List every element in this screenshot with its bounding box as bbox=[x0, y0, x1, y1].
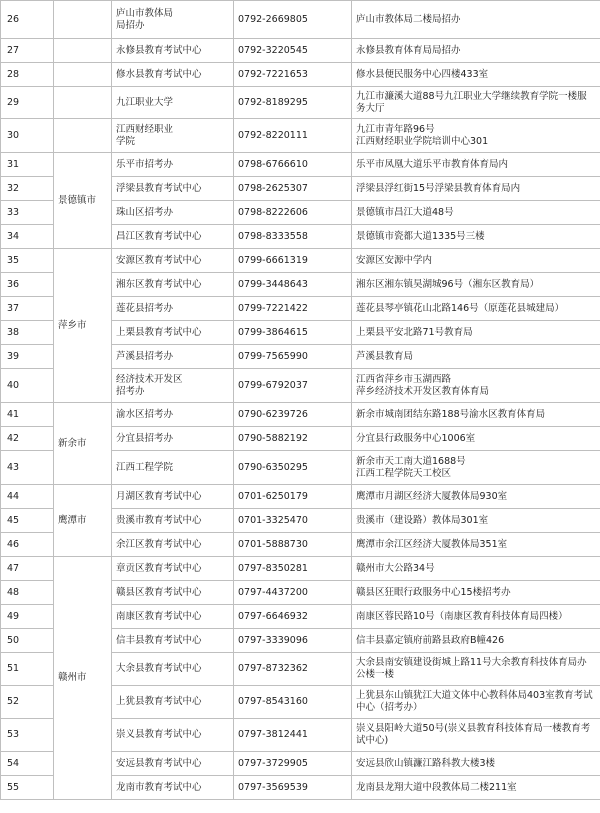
office-name-cell: 大余县教育考试中心 bbox=[112, 653, 234, 686]
office-name-cell: 江西工程学院 bbox=[112, 451, 234, 485]
table-row bbox=[1, 557, 600, 581]
address-cell: 新余市城南团结东路188号渝水区教育体育局 bbox=[352, 403, 600, 427]
phone-cell: 0792-7221653 bbox=[234, 63, 352, 87]
row-number-cell: 45 bbox=[1, 509, 54, 533]
row-number-cell: 55 bbox=[1, 776, 54, 800]
city-cell bbox=[54, 39, 112, 63]
office-name-cell: 渝水区招考办 bbox=[112, 403, 234, 427]
row-number-cell: 49 bbox=[1, 605, 54, 629]
row-number-cell: 50 bbox=[1, 629, 54, 653]
city-cell: 鹰潭市 bbox=[54, 485, 112, 557]
table-row bbox=[1, 403, 600, 427]
row-number-cell: 42 bbox=[1, 427, 54, 451]
phone-cell: 0799-6661319 bbox=[234, 249, 352, 273]
phone-cell: 0797-4437200 bbox=[234, 581, 352, 605]
row-number-cell: 32 bbox=[1, 177, 54, 201]
phone-cell: 0797-8350281 bbox=[234, 557, 352, 581]
row-number-cell: 43 bbox=[1, 451, 54, 485]
office-name-cell: 赣县区教育考试中心 bbox=[112, 581, 234, 605]
row-number-cell: 28 bbox=[1, 63, 54, 87]
row-number-cell: 52 bbox=[1, 686, 54, 719]
phone-cell: 0798-6766610 bbox=[234, 153, 352, 177]
row-number-cell: 30 bbox=[1, 119, 54, 153]
table-row bbox=[1, 63, 600, 87]
table-row bbox=[1, 87, 600, 119]
row-number-cell: 44 bbox=[1, 485, 54, 509]
row-number-cell: 34 bbox=[1, 225, 54, 249]
office-name-cell: 乐平市招考办 bbox=[112, 153, 234, 177]
phone-cell: 0797-3729905 bbox=[234, 752, 352, 776]
office-name-cell: 庐山市教体局 局招办 bbox=[112, 1, 234, 39]
address-cell: 安源区安源中学内 bbox=[352, 249, 600, 273]
address-cell: 赣州市大公路34号 bbox=[352, 557, 600, 581]
office-name-cell: 贵溪市教育考试中心 bbox=[112, 509, 234, 533]
office-name-cell: 芦溪县招考办 bbox=[112, 345, 234, 369]
office-name-cell: 信丰县教育考试中心 bbox=[112, 629, 234, 653]
address-cell: 崇义县阳岭大道50号(崇义县教育科技体育局一楼教育考试中心) bbox=[352, 719, 600, 752]
address-cell: 庐山市教体局二楼局招办 bbox=[352, 1, 600, 39]
row-number-cell: 29 bbox=[1, 87, 54, 119]
address-cell: 修水县便民服务中心四楼433室 bbox=[352, 63, 600, 87]
phone-cell: 0798-2625307 bbox=[234, 177, 352, 201]
address-cell: 安远县欣山镇濂江路科教大楼3楼 bbox=[352, 752, 600, 776]
phone-cell: 0792-3220545 bbox=[234, 39, 352, 63]
address-cell: 景德镇市瓷都大道1335号三楼 bbox=[352, 225, 600, 249]
phone-cell: 0799-7565990 bbox=[234, 345, 352, 369]
row-number-cell: 54 bbox=[1, 752, 54, 776]
table-row bbox=[1, 249, 600, 273]
address-cell: 南康区蓉民路10号（南康区教育科技体育局四楼） bbox=[352, 605, 600, 629]
row-number-cell: 26 bbox=[1, 1, 54, 39]
table-row bbox=[1, 153, 600, 177]
row-number-cell: 41 bbox=[1, 403, 54, 427]
address-cell: 大余县南安镇建设街城上路11号大余教育科技体育局办公楼一楼 bbox=[352, 653, 600, 686]
phone-cell: 0792-8189295 bbox=[234, 87, 352, 119]
row-number-cell: 31 bbox=[1, 153, 54, 177]
table-row bbox=[1, 119, 600, 153]
phone-cell: 0790-6239726 bbox=[234, 403, 352, 427]
address-cell: 湘东区湘东镇昊湖城96号（湘东区教育局） bbox=[352, 273, 600, 297]
office-name-cell: 月湖区教育考试中心 bbox=[112, 485, 234, 509]
office-name-cell: 安源区教育考试中心 bbox=[112, 249, 234, 273]
city-cell: 赣州市 bbox=[54, 557, 112, 800]
address-cell: 上栗县平安北路71号教育局 bbox=[352, 321, 600, 345]
address-cell: 分宜县行政服务中心1006室 bbox=[352, 427, 600, 451]
city-cell: 萍乡市 bbox=[54, 249, 112, 403]
office-name-cell: 江西财经职业 学院 bbox=[112, 119, 234, 153]
address-cell: 新余市天工南大道1688号 江西工程学院天工校区 bbox=[352, 451, 600, 485]
office-name-cell: 修水县教育考试中心 bbox=[112, 63, 234, 87]
address-cell: 贵溪市（建设路）教体局301室 bbox=[352, 509, 600, 533]
phone-cell: 0701-5888730 bbox=[234, 533, 352, 557]
address-cell: 浮梁县浮红街15号浮梁县教育体育局内 bbox=[352, 177, 600, 201]
city-cell bbox=[54, 63, 112, 87]
address-cell: 乐平市凤凰大道乐平市教育体育局内 bbox=[352, 153, 600, 177]
address-cell: 赣县区狂眼行政服务中心15楼招考办 bbox=[352, 581, 600, 605]
phone-cell: 0798-8333558 bbox=[234, 225, 352, 249]
phone-cell: 0797-3339096 bbox=[234, 629, 352, 653]
row-number-cell: 35 bbox=[1, 249, 54, 273]
row-number-cell: 33 bbox=[1, 201, 54, 225]
phone-cell: 0799-3448643 bbox=[234, 273, 352, 297]
row-number-cell: 38 bbox=[1, 321, 54, 345]
phone-cell: 0790-6350295 bbox=[234, 451, 352, 485]
office-name-cell: 昌江区教育考试中心 bbox=[112, 225, 234, 249]
address-cell: 九江市濂溪大道88号九江职业大学继续教育学院一楼服务大厅 bbox=[352, 87, 600, 119]
phone-cell: 0799-3864615 bbox=[234, 321, 352, 345]
row-number-cell: 40 bbox=[1, 369, 54, 403]
office-name-cell: 章贡区教育考试中心 bbox=[112, 557, 234, 581]
office-name-cell: 分宜县招考办 bbox=[112, 427, 234, 451]
phone-cell: 0792-8220111 bbox=[234, 119, 352, 153]
address-cell: 莲花县琴亭镇花山北路146号（原莲花县城建局） bbox=[352, 297, 600, 321]
office-name-cell: 上犹县教育考试中心 bbox=[112, 686, 234, 719]
row-number-cell: 46 bbox=[1, 533, 54, 557]
office-name-cell: 永修县教育考试中心 bbox=[112, 39, 234, 63]
office-name-cell: 湘东区教育考试中心 bbox=[112, 273, 234, 297]
phone-cell: 0797-8732362 bbox=[234, 653, 352, 686]
city-cell: 新余市 bbox=[54, 403, 112, 485]
office-name-cell: 经济技术开发区 招考办 bbox=[112, 369, 234, 403]
address-cell: 江西省萍乡市玉湖西路 萍乡经济技术开发区教育体育局 bbox=[352, 369, 600, 403]
city-cell: 景德镇市 bbox=[54, 153, 112, 249]
city-cell bbox=[54, 87, 112, 119]
address-cell: 信丰县嘉定镇府前路县政府B幢426 bbox=[352, 629, 600, 653]
table-row bbox=[1, 1, 600, 39]
address-cell: 鹰潭市余江区经济大厦教体局351室 bbox=[352, 533, 600, 557]
row-number-cell: 47 bbox=[1, 557, 54, 581]
office-name-cell: 崇义县教育考试中心 bbox=[112, 719, 234, 752]
phone-cell: 0799-7221422 bbox=[234, 297, 352, 321]
address-cell: 景德镇市昌江大道48号 bbox=[352, 201, 600, 225]
row-number-cell: 37 bbox=[1, 297, 54, 321]
address-cell: 永修县教育体育局局招办 bbox=[352, 39, 600, 63]
row-number-cell: 36 bbox=[1, 273, 54, 297]
row-number-cell: 27 bbox=[1, 39, 54, 63]
phone-cell: 0797-3812441 bbox=[234, 719, 352, 752]
office-name-cell: 莲花县招考办 bbox=[112, 297, 234, 321]
phone-cell: 0701-6250179 bbox=[234, 485, 352, 509]
table-row bbox=[1, 39, 600, 63]
office-name-cell: 南康区教育考试中心 bbox=[112, 605, 234, 629]
row-number-cell: 53 bbox=[1, 719, 54, 752]
address-cell: 上犹县东山镇犹江大道文体中心教科体局403室教育考试中心（招考办） bbox=[352, 686, 600, 719]
phone-cell: 0798-8222606 bbox=[234, 201, 352, 225]
city-cell bbox=[54, 1, 112, 39]
office-name-cell: 安远县教育考试中心 bbox=[112, 752, 234, 776]
phone-cell: 0799-6792037 bbox=[234, 369, 352, 403]
office-name-cell: 余江区教育考试中心 bbox=[112, 533, 234, 557]
row-number-cell: 39 bbox=[1, 345, 54, 369]
office-name-cell: 九江职业大学 bbox=[112, 87, 234, 119]
office-name-cell: 龙南市教育考试中心 bbox=[112, 776, 234, 800]
office-name-cell: 珠山区招考办 bbox=[112, 201, 234, 225]
office-name-cell: 浮梁县教育考试中心 bbox=[112, 177, 234, 201]
row-number-cell: 51 bbox=[1, 653, 54, 686]
city-cell bbox=[54, 119, 112, 153]
phone-cell: 0797-8543160 bbox=[234, 686, 352, 719]
phone-cell: 0701-3325470 bbox=[234, 509, 352, 533]
phone-cell: 0797-3569539 bbox=[234, 776, 352, 800]
address-cell: 九江市青年路96号 江西财经职业学院培训中心301 bbox=[352, 119, 600, 153]
table-row bbox=[1, 485, 600, 509]
row-number-cell: 48 bbox=[1, 581, 54, 605]
address-cell: 鹰潭市月湖区经济大厦教体局930室 bbox=[352, 485, 600, 509]
phone-cell: 0790-5882192 bbox=[234, 427, 352, 451]
table-body bbox=[1, 1, 600, 800]
office-name-cell: 上栗县教育考试中心 bbox=[112, 321, 234, 345]
address-cell: 芦溪县教育局 bbox=[352, 345, 600, 369]
phone-cell: 0797-6646932 bbox=[234, 605, 352, 629]
phone-cell: 0792-2669805 bbox=[234, 1, 352, 39]
address-cell: 龙南县龙翔大道中段教体局二楼211室 bbox=[352, 776, 600, 800]
